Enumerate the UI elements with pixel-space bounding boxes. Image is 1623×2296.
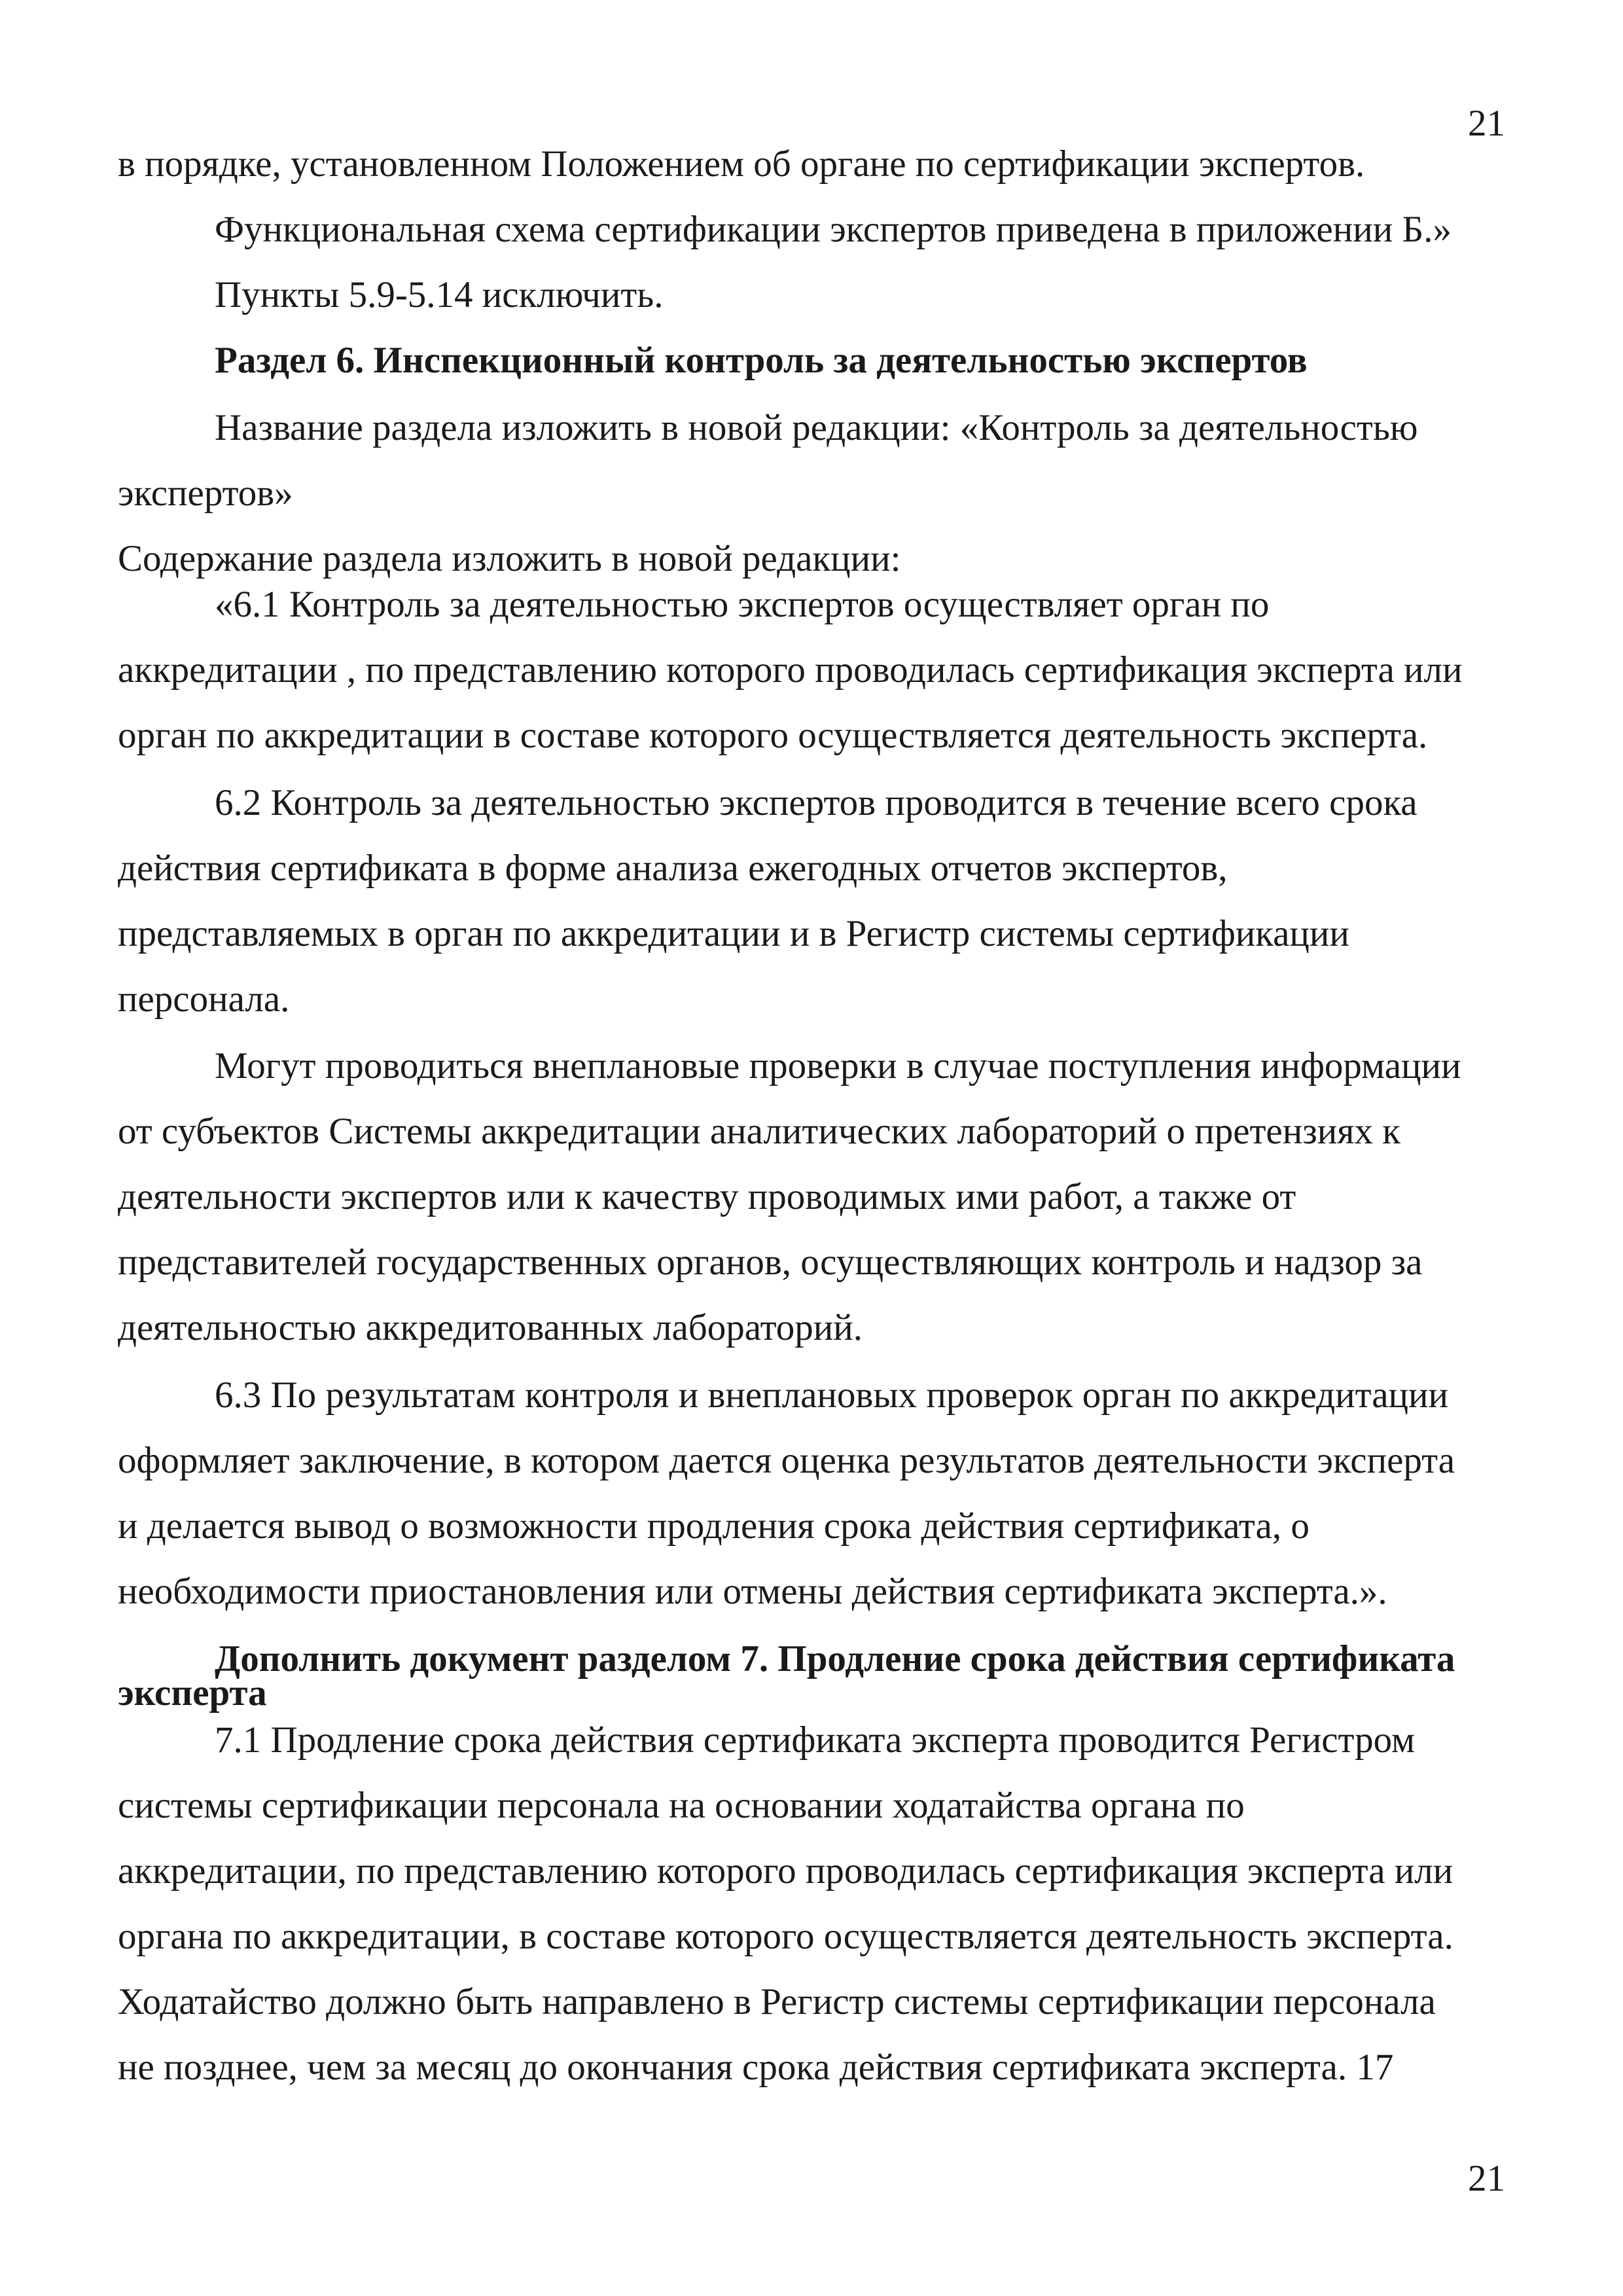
text-line: действия сертификата в форме анализа ежегодных отчетов экспертов, — [118, 848, 1228, 889]
text-line: Функциональная схема сертификации экспертов приведена в приложении Б.» — [215, 209, 1452, 250]
text-line: деятельности экспертов или к качеству проводимых ими работ, а также от — [118, 1176, 1296, 1217]
page-number-bottom: 21 — [1468, 2158, 1505, 2199]
text-line: Пункты 5.9-5.14 исключить. — [215, 274, 664, 315]
text-line: представляемых в орган по аккредитации и в Регистр системы сертификации — [118, 913, 1349, 954]
text-line: не позднее, чем за месяц до окончания срока действия сертификата эксперта. 17 — [118, 2047, 1394, 2088]
text-line: орган по аккредитации в составе которого осуществляется деятельность эксперта. — [118, 715, 1428, 756]
text-line: и делается вывод о возможности продления срока действия сертификата, о — [118, 1505, 1310, 1547]
text-line: Название раздела изложить в новой редакции: «Контроль за деятельностью — [215, 407, 1418, 448]
text-line: аккредитации , по представлению которого проводилась сертификация эксперта или — [118, 649, 1463, 691]
text-line: аккредитации, по представлению которого проводилась сертификация эксперта или — [118, 1850, 1454, 1892]
section-heading: Раздел 6. Инспекционный контроль за деятельностью экспертов — [215, 340, 1308, 381]
text-line: деятельностью аккредитованных лабораторий. — [118, 1307, 863, 1348]
text-line: органа по аккредитации, в составе которого осуществляется деятельность эксперта. — [118, 1916, 1454, 1957]
text-line: Ходатайство должно быть направлено в Регистр системы сертификации персонала — [118, 1981, 1436, 2022]
page-number-top: 21 — [1468, 103, 1505, 144]
text-line: Могут проводиться внеплановые проверки в случае поступления информации — [215, 1045, 1461, 1086]
text-line: Содержание раздела изложить в новой редакции: — [118, 538, 901, 579]
text-line: необходимости приостановления или отмены действия сертификата эксперта.». — [118, 1571, 1387, 1612]
text-line: оформляет заключение, в котором дается оценка результатов деятельности эксперта — [118, 1440, 1455, 1481]
text-line: «6.1 Контроль за деятельностью экспертов осуществляет орган по — [215, 584, 1270, 625]
text-line: 7.1 Продление срока действия сертификата эксперта проводится Регистром — [215, 1719, 1416, 1761]
text-line: представителей государственных органов, осуществляющих контроль и надзор за — [118, 1242, 1423, 1283]
section-heading: Дополнить документ разделом 7. Продление срока действия сертификата — [215, 1638, 1455, 1679]
text-line: персонала. — [118, 978, 290, 1020]
section-heading-continuation: эксперта — [118, 1672, 267, 1713]
text-line: в порядке, установленном Положением об органе по сертификации экспертов. — [118, 143, 1365, 185]
text-line: 6.3 По результатам контроля и внеплановых проверок орган по аккредитации — [215, 1374, 1449, 1416]
text-line: 6.2 Контроль за деятельностью экспертов проводится в течение всего срока — [215, 782, 1418, 823]
text-line: экспертов» — [118, 473, 293, 514]
text-line: системы сертификации персонала на основании ходатайства органа по — [118, 1785, 1245, 1826]
text-line: от субъектов Системы аккредитации аналитических лабораторий о претензиях к — [118, 1111, 1400, 1152]
